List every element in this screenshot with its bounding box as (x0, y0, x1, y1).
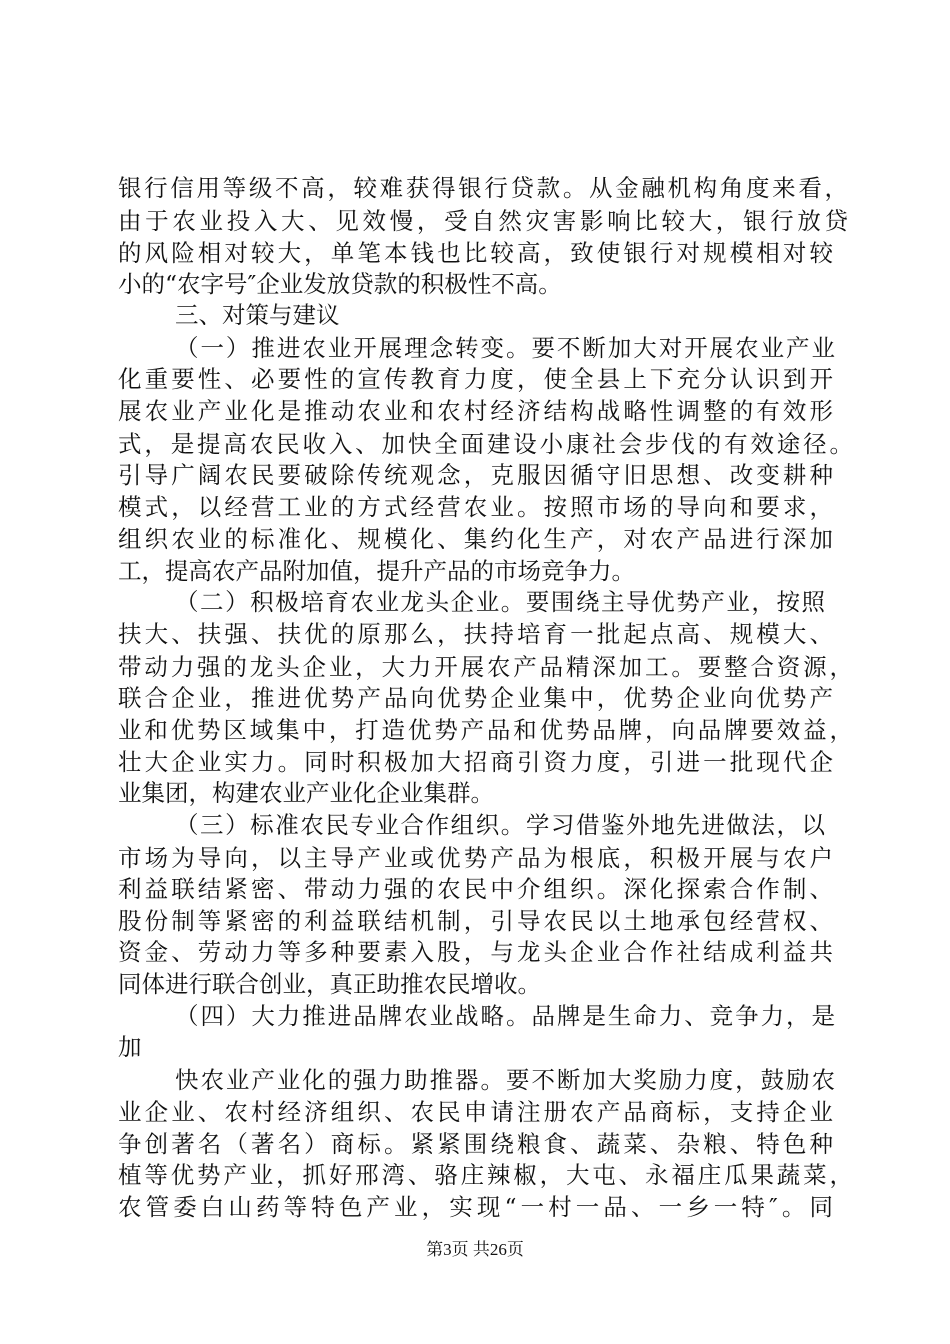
text-line (0, 522, 950, 556)
text-line-content: 由于农业投入大、见效慢，受自然灾害影响比较大，银行放贷 (118, 207, 852, 235)
text-line-content: 三、对策与建议 (175, 301, 340, 329)
text-line (0, 1063, 950, 1097)
text-line (0, 776, 950, 810)
text-line-content: 快农业产业化的强力助推器。要不断加大奖励力度，鼓励农 (175, 1066, 837, 1094)
text-line (0, 1095, 950, 1129)
text-line (0, 427, 950, 461)
text-line (0, 585, 950, 619)
text-line-content: 资金、劳动力等多种要素入股，与龙头企业合作社结成利益共 (118, 938, 837, 966)
text-line (0, 298, 950, 332)
text-line-content: 业企业、农村经济组织、农民申请注册农产品商标，支持企业 (118, 1098, 837, 1126)
text-line-content: 农管委白山药等特色产业，实现“一村一品、一乡一特″。同 (118, 1193, 838, 1221)
text-line (0, 745, 950, 779)
text-line-content: （四）大力推进品牌农业战略。品牌是生命力、竞争力，是 (175, 1002, 837, 1030)
text-line (0, 1190, 950, 1224)
text-line (0, 204, 950, 238)
text-line-content: 小的“农字号″企业发放贷款的积极性不高。 (118, 270, 562, 298)
text-line (0, 650, 950, 684)
text-line-content: 业集团，构建农业产业化企业集群。 (118, 779, 494, 807)
text-line (0, 1030, 950, 1064)
text-line (0, 681, 950, 715)
text-line (0, 554, 950, 588)
text-line (0, 394, 950, 428)
text-line (0, 236, 950, 270)
page-footer: 第3页 共26页 (426, 1240, 524, 1259)
text-line-content: 引导广阔农民要破除传统观念，克服因循守旧思想、改变耕种 (118, 461, 837, 489)
text-line-content: 展农业产业化是推动农业和农村经济结构战略性调整的有效形 (118, 397, 837, 425)
text-line-content: 模式，以经营工业的方式经营农业。按照市场的导向和要求， (118, 493, 837, 521)
text-line-content: 的风险相对较大，单笔本钱也比较高，致使银行对规模相对较 (118, 239, 837, 267)
text-line-content: （二）积极培育农业龙头企业。要围绕主导优势产业，按照 (175, 588, 827, 616)
text-line-content: 扶大、扶强、扶优的原那么，扶持培育一批起点高、规模大、 (118, 620, 837, 648)
text-line (0, 617, 950, 651)
text-line (0, 1158, 950, 1192)
text-line (0, 808, 950, 842)
text-line-content: （三）标准农民专业合作组织。学习借鉴外地先进做法，以 (175, 811, 827, 839)
text-line (0, 967, 950, 1001)
text-line-content: 股份制等紧密的利益联结机制，引导农民以土地承包经营权、 (118, 907, 837, 935)
text-line (0, 267, 950, 301)
text-line-content: 同体进行联合创业，真正助推农民增收。 (118, 970, 541, 998)
text-line (0, 872, 950, 906)
text-line-content: 工，提高农产品附加值，提升产品的市场竞争力。 (118, 557, 635, 585)
text-line-content: 加 (118, 1033, 142, 1061)
text-line (0, 171, 950, 205)
text-line-content: 组织农业的标准化、规模化、集约化生产，对农产品进行深加 (118, 525, 837, 553)
text-line (0, 904, 950, 938)
text-line-content: 利益联结紧密、带动力强的农民中介组织。深化探索合作制、 (118, 875, 837, 903)
text-line (0, 490, 950, 524)
text-line (0, 1127, 950, 1161)
text-line (0, 362, 950, 396)
text-line-content: 植等优势产业，抓好邢湾、骆庄辣椒，大屯、永福庄瓜果蔬菜， (118, 1161, 856, 1189)
text-line (0, 713, 950, 747)
text-line-content: 壮大企业实力。同时积极加大招商引资力度，引进一批现代企 (118, 748, 837, 776)
text-line (0, 331, 950, 365)
text-line (0, 458, 950, 492)
text-line-content: 联合企业，推进优势产品向优势企业集中，优势企业向优势产 (118, 684, 837, 712)
text-line-content: 式，是提高农民收入、加快全面建设小康社会步伐的有效途径。 (118, 430, 856, 458)
text-line-content: 争创著名（著名）商标。紧紧围绕粮食、蔬菜、杂粮、特色种 (118, 1130, 837, 1158)
text-line-content: 市场为导向，以主导产业或优势产品为根底，积极开展与农户 (118, 844, 837, 872)
text-line (0, 935, 950, 969)
text-line-content: （一）推进农业开展理念转变。要不断加大对开展农业产业 (175, 334, 837, 362)
text-line-content: 银行信用等级不高，较难获得银行贷款。从金融机构角度来看， (118, 174, 851, 202)
text-line (0, 841, 950, 875)
text-line-content: 带动力强的龙头企业，大力开展农产品精深加工。要整合资源， (118, 653, 856, 681)
text-line-content: 化重要性、必要性的宣传教育力度，使全县上下充分认识到开 (118, 365, 837, 393)
text-line-content: 业和优势区域集中，打造优势产品和优势品牌，向品牌要效益， (118, 716, 856, 744)
text-line (0, 999, 950, 1033)
